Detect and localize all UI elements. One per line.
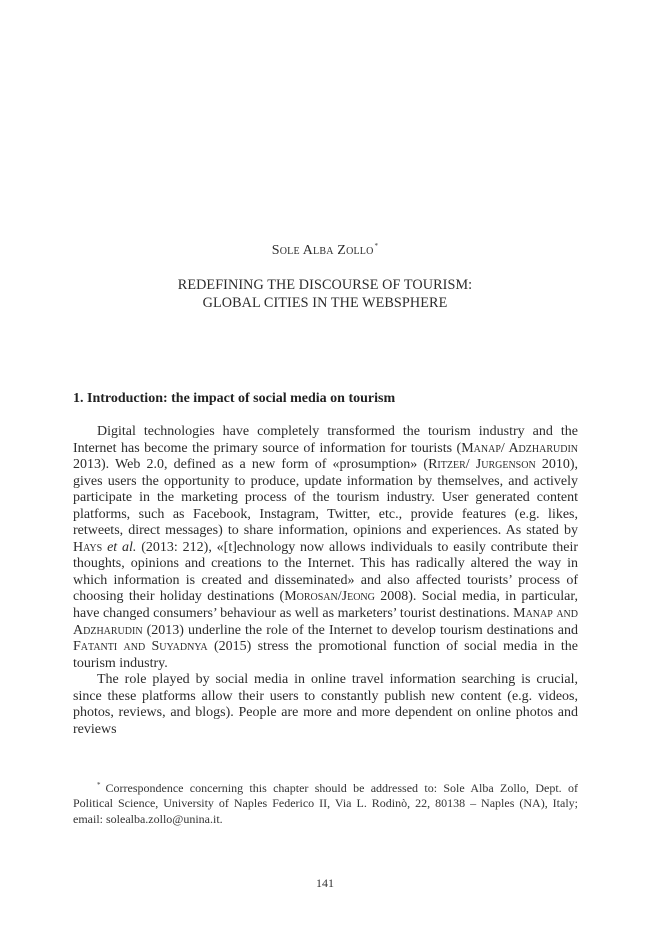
body-text: [73, 424, 578, 738]
footnote-marker: *: [97, 781, 101, 789]
paragraph-2: The role played by social media in online travel information searching is crucial, since these platforms allow their users to constantly publish new content (e.g. videos, photos, reviews, and blogs). People are more and more dependent on online photos and reviews: [73, 672, 578, 737]
citation-manap-adzharudin: Manap/ Adzharudin: [461, 440, 578, 456]
paragraph-1-text: Digital technologies have completely transformed the tourism industry and the Internet has become the primary source of information for tourists (: [73, 424, 578, 456]
author-name: Sole Alba Zollo: [271, 243, 374, 258]
footnote: [73, 778, 578, 827]
paragraph-1: [73, 424, 578, 672]
citation-manap-and-adzharudin: Manap and Adzharudin: [73, 606, 578, 638]
paragraph-1-text: (2013: 212), «[t]echnology now allows individuals to easily contribute their thoughts, opinions and creations to the Internet. This has radically altered the way in which information is created and disseminated» and also affected tourists’ process of choosing their holiday destinations (: [73, 539, 578, 605]
author-footnote-marker: *: [374, 242, 379, 250]
paragraph-1-text: (2015) stress the promotional function of social media in the tourism industry.: [73, 639, 579, 671]
citation-hays: Hays: [73, 539, 103, 555]
footnote-text: Correspondence concerning this chapter should be addressed to: Sole Alba Zollo, Dept. of Political Science, University of Naples Federico II, Via L. Rodinò, 22, 80138 – Naples (NA), Italy; email: solealba.zollo@unina.it.: [73, 781, 578, 826]
chapter-title: [0, 276, 650, 312]
paragraph-1-text: 2013). Web 2.0, defined as a new form of «prosumption» (: [73, 457, 429, 473]
chapter-title-line-1: REDEFINING THE DISCOURSE OF TOURISM:: [177, 277, 473, 293]
author-line: [0, 242, 650, 259]
page-number: 141: [316, 876, 334, 890]
chapter-title-line-2: GLOBAL CITIES IN THE WEBSPHERE: [202, 295, 448, 311]
citation-fatanti-suyadnya: Fatanti and Suyadnya: [73, 639, 208, 655]
paragraph-1-text: 2010), gives users the opportunity to produce, update information by themselves, and actively participate in the marketing process of the tourism industry. User generated content platforms, such as Facebook, Instagram, Twitter, etc., provide features (e.g. likes, retweets, direct messages) to share information, opinions and experiences. As stated by: [73, 457, 578, 539]
paragraph-1-text: (2013) underline the role of the Internet to develop tourism destinations and: [142, 622, 578, 638]
paragraph-1-text: 2008). Social media, in particular, have changed consumers’ behaviour as well as marketers’ tourist destinations.: [73, 589, 578, 622]
citation-ritzer-jurgenson: Ritzer/ Jurgenson: [428, 457, 536, 473]
citation-et-al: et al.: [107, 539, 137, 555]
section-heading: 1. Introduction: the impact of social media on tourism: [73, 391, 396, 406]
citation-morosan-jeong: Morosan/Jeong: [284, 589, 375, 605]
